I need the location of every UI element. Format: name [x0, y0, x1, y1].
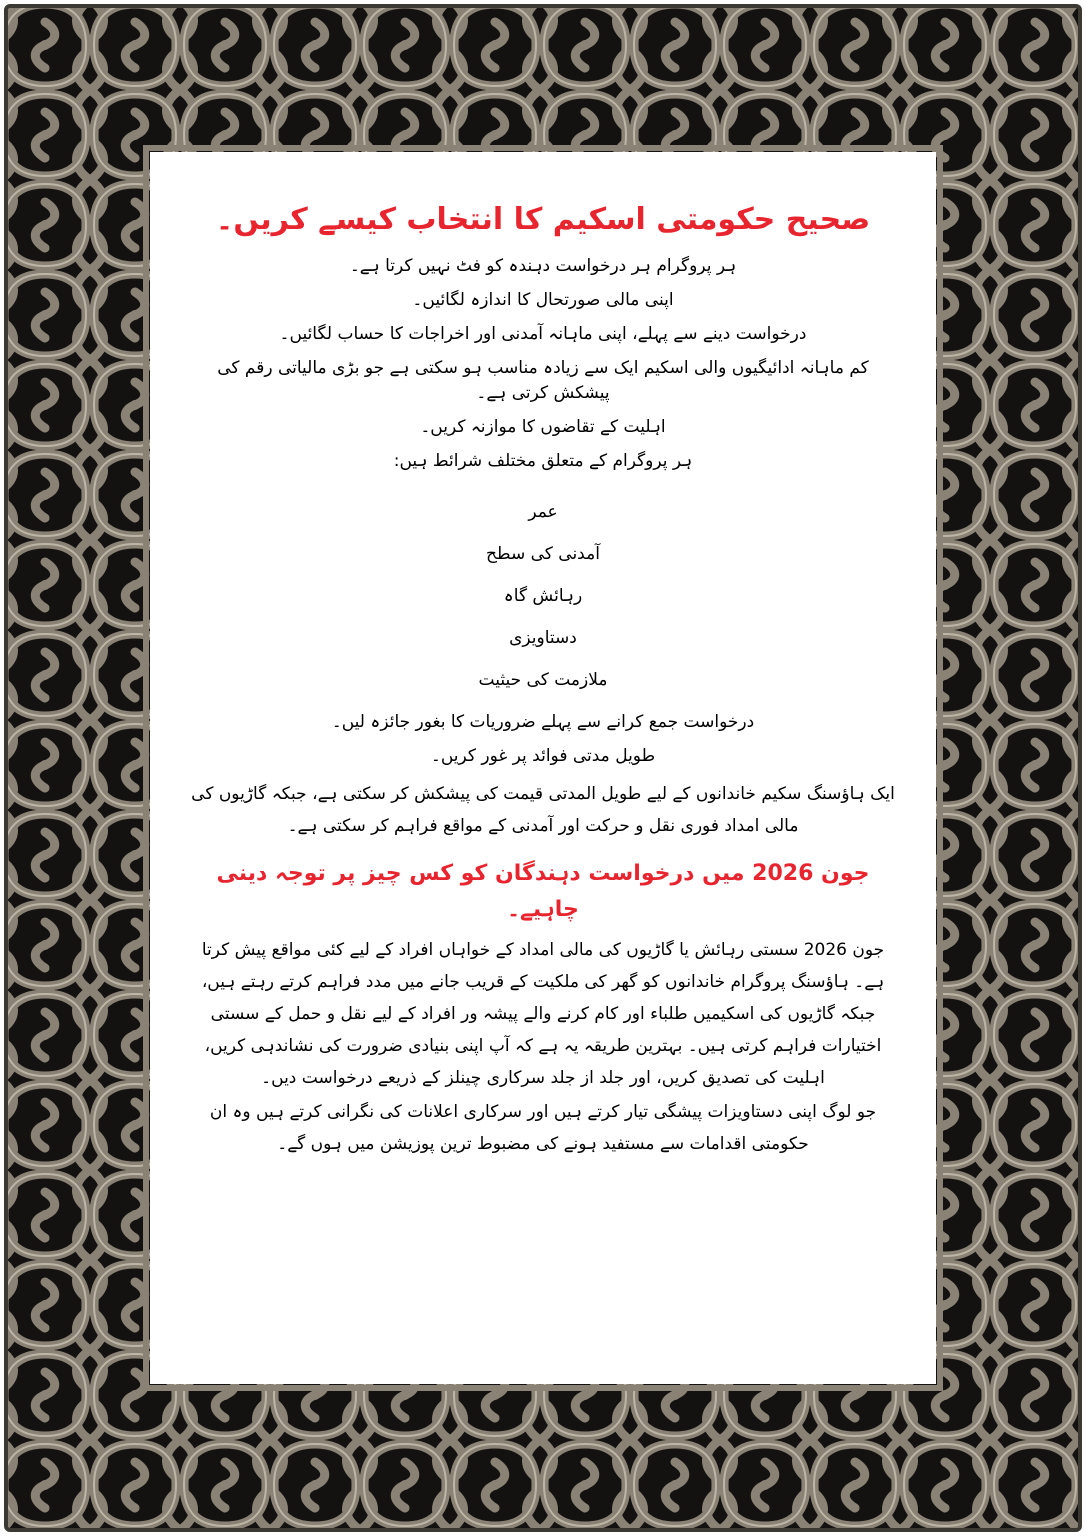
housing-paragraph: ایک ہاؤسنگ سکیم خاندانوں کے لیے طویل المدتی قیمت کی پیشکش کر سکتی ہے، جبکہ گاڑیوں کی مالی امداد فوری نقل و حرکت اور آمدنی کے مواقع فراہم کر سکتی ہے۔: [191, 784, 895, 836]
intro-line: اہلیت کے تقاضوں کا موازنہ کریں۔: [420, 417, 666, 437]
content-panel: [150, 152, 936, 1384]
intro-line: اپنی مالی صورتحال کا اندازہ لگائیں۔: [412, 290, 674, 310]
closing-paragraph: جو لوگ اپنی دستاویزات پیشگی تیار کرتے ہیں اور سرکاری اعلانات کی نگرانی کرتے ہیں وہ ان حکومتی اقدامات سے مستفید ہونے کی مضبوط ترین پوزیشن میں ہوں گے۔: [209, 1102, 877, 1154]
requirement-item: دستاویزی: [509, 628, 577, 648]
intro-line: درخواست دینے سے پہلے، اپنی ماہانہ آمدنی اور اخراجات کا حساب لگائیں۔: [279, 324, 807, 344]
intro-line: کم ماہانہ ادائیگیوں والی اسکیم ایک سے زیادہ مناسب ہو سکتی ہے جو بڑی مالیاتی رقم کی پیشکش کرتی ہے۔: [217, 358, 869, 403]
requirement-item: رہائش گاہ: [503, 586, 583, 606]
requirement-item: ملازمت کی حیثیت: [478, 670, 608, 690]
june-paragraph: جون 2026 سستی رہائش یا گاڑیوں کی مالی امداد کے خواہاں افراد کے لیے کئی مواقع پیش کرتا ہے۔ ہاؤسنگ پروگرام خاندانوں کو گھر کی ملکیت کے قریب جانے میں مدد فراہم کرتے رہتے ہیں، جبکہ گاڑیوں کی اسکیمیں طلباء اور کام کرنے والے پیشہ ور افراد کے لیے نقل و حمل کے سستی اختیارات فراہم کرتی ہیں۔ بہترین طریقہ یہ ہے کہ آپ اپنی بنیادی ضرورت کی نشاندہی کریں، اہلیت کی تصدیق کریں، اور جلد از جلد سرکاری چینلز کے ذریعے درخواست دیں۔: [201, 940, 885, 1088]
requirements-list: [190, 500, 896, 693]
requirement-item: آمدنی کی سطح: [486, 544, 600, 564]
after-line: درخواست جمع کرانے سے پہلے ضروریات کا بغور جائزہ لیں۔: [331, 712, 755, 732]
requirement-item: عمر: [528, 502, 558, 522]
page-title: صحیح حکومتی اسکیم کا انتخاب کیسے کریں۔: [215, 202, 871, 237]
after-line: طویل مدتی فوائد پر غور کریں۔: [430, 746, 656, 766]
intro-line: ہر پروگرام ہر درخواست دہندہ کو فٹ نہیں کرتا ہے۔: [349, 256, 737, 276]
intro-line: ہر پروگرام کے متعلق مختلف شرائط ہیں:: [393, 451, 693, 471]
section-subtitle: جون 2026 میں درخواست دہندگان کو کس چیز پر توجہ دینی چاہیے۔: [216, 861, 870, 922]
